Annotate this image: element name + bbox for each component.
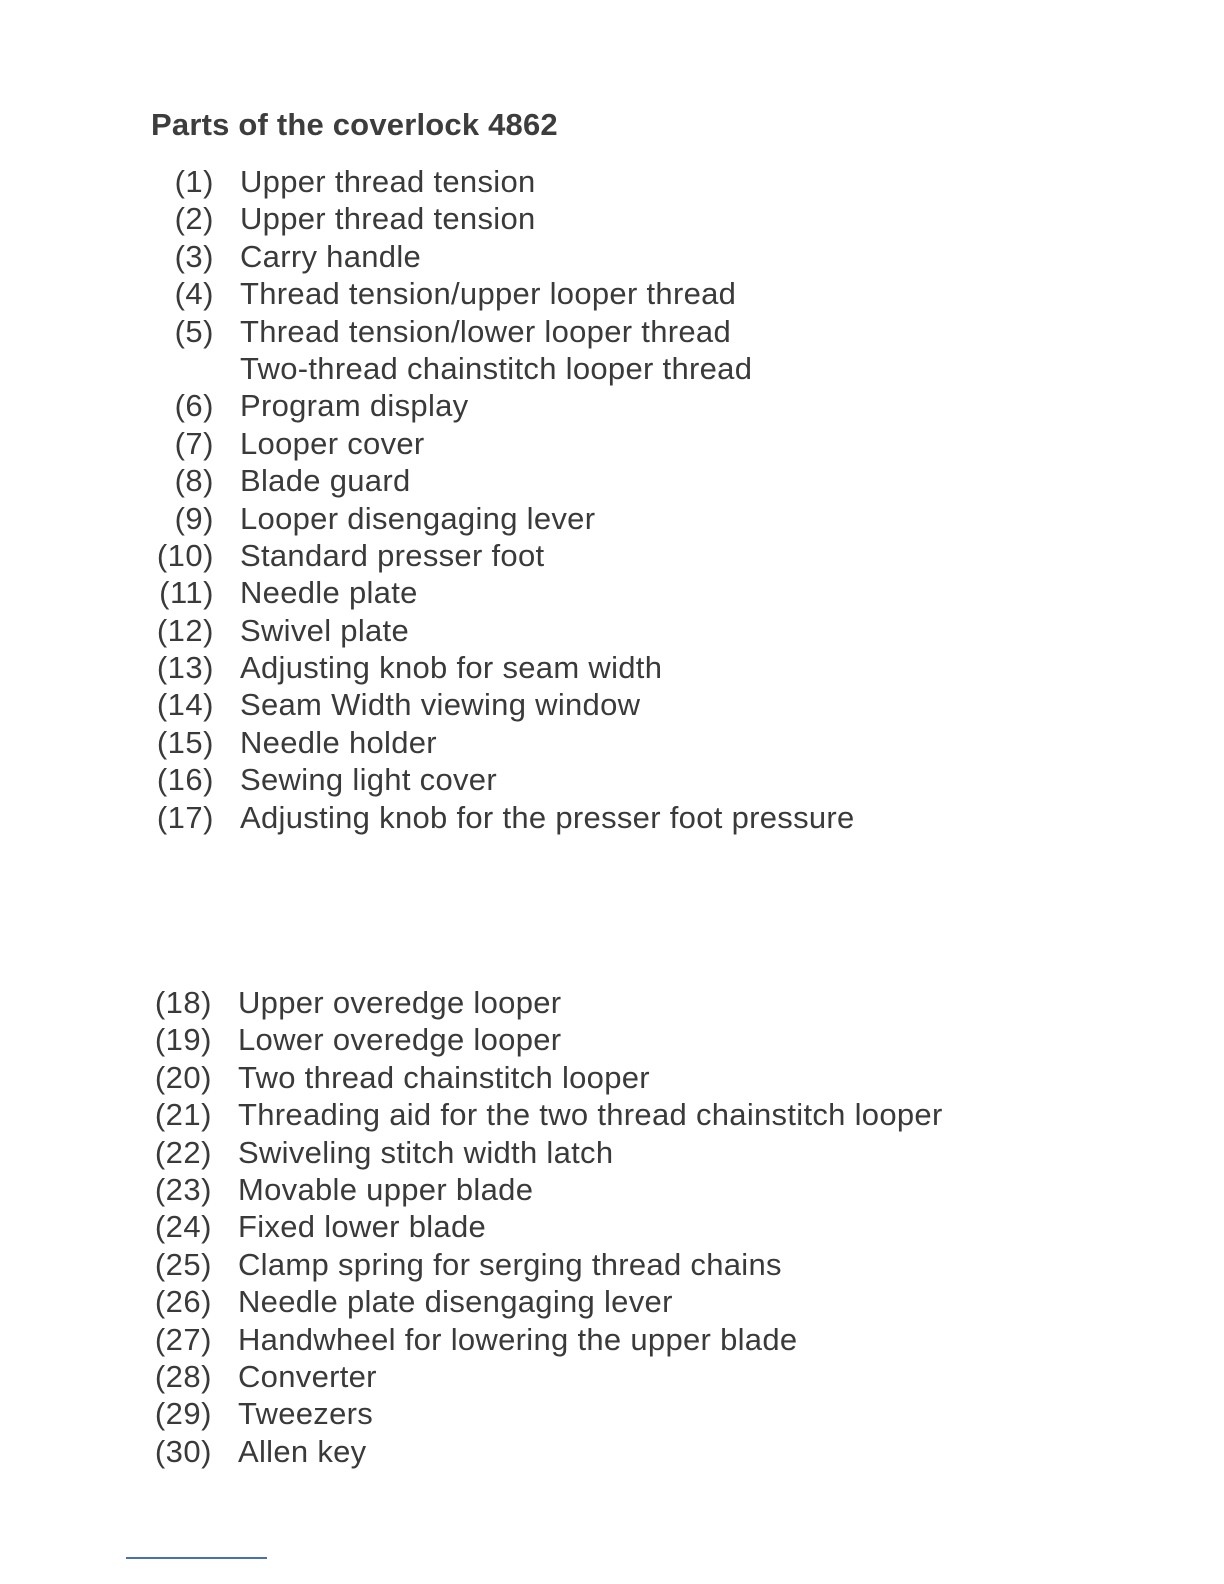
part-item (148, 1096, 943, 1133)
part-number: (18) (154, 985, 212, 1020)
part-item (148, 1021, 943, 1058)
footer-rule (126, 1557, 267, 1559)
part-item (148, 1134, 943, 1171)
part-name: Swiveling stitch width latch (238, 1134, 614, 1170)
part-name: Thread tension/upper looper thread (240, 276, 737, 312)
part-number: (8) (174, 463, 214, 499)
part-number: (9) (174, 500, 214, 536)
part-name: Converter (238, 1358, 377, 1394)
part-item (150, 200, 855, 237)
part-name: Clamp spring for serging thread chains (238, 1246, 782, 1282)
part-number: (21) (154, 1097, 212, 1133)
part-item (150, 799, 855, 836)
part-item (148, 1246, 943, 1283)
part-item (150, 462, 855, 499)
part-item (148, 1171, 943, 1208)
part-number: (16) (156, 762, 214, 798)
part-item (150, 686, 855, 723)
part-number: (7) (174, 425, 214, 461)
parts-list-second (148, 984, 943, 1470)
part-item (150, 163, 855, 200)
part-number: (2) (174, 201, 214, 237)
part-number: (10) (156, 537, 214, 573)
part-item (150, 649, 855, 686)
part-number: (15) (156, 724, 214, 760)
part-name: Lower overedge looper (238, 1022, 562, 1058)
part-number: (12) (156, 612, 214, 648)
part-item (148, 1433, 943, 1470)
part-number: (13) (156, 650, 214, 686)
part-name: Movable upper blade (238, 1171, 534, 1207)
part-number: (3) (174, 238, 214, 274)
part-number: (20) (154, 1059, 212, 1095)
part-item (150, 387, 855, 424)
part-item (148, 1059, 943, 1096)
parts-list-first (150, 163, 855, 836)
part-item (150, 238, 855, 275)
part-item (150, 425, 855, 462)
part-item (148, 1208, 943, 1245)
part-name: Handwheel for lowering the upper blade (238, 1321, 798, 1357)
part-name: Thread tension/lower looper thread (240, 313, 731, 349)
part-number: (29) (154, 1396, 212, 1432)
part-item (148, 1321, 943, 1358)
part-name: Seam Width viewing window (240, 687, 641, 723)
page-title: Parts of the coverlock 4862 (151, 106, 558, 142)
part-number: (17) (156, 799, 214, 835)
part-name: Needle plate (240, 575, 418, 611)
part-item (148, 984, 943, 1021)
part-number: (6) (174, 388, 214, 424)
part-name: Sewing light cover (240, 762, 497, 798)
part-number: (19) (154, 1022, 212, 1058)
part-item (148, 1358, 943, 1395)
part-item (148, 1395, 943, 1432)
part-item (148, 1283, 943, 1320)
part-name: Standard presser foot (240, 537, 545, 573)
part-number: (4) (174, 276, 214, 312)
part-item (150, 500, 855, 537)
part-name: Upper thread tension (240, 164, 536, 199)
part-item (150, 574, 855, 611)
part-name: Looper disengaging lever (240, 500, 596, 536)
part-number: (24) (154, 1209, 212, 1245)
part-number: (30) (154, 1433, 212, 1469)
part-name: Allen key (238, 1433, 367, 1469)
part-name: Blade guard (240, 463, 411, 499)
part-number: (23) (154, 1171, 212, 1207)
part-item (150, 537, 855, 574)
part-name-continuation: Two-thread chainstitch looper thread (240, 350, 753, 386)
part-item (150, 724, 855, 761)
part-name: Needle plate disengaging lever (238, 1284, 673, 1320)
part-name: Tweezers (238, 1396, 374, 1432)
part-number: (25) (154, 1246, 212, 1282)
part-item (150, 313, 855, 350)
part-name: Two thread chainstitch looper (238, 1059, 650, 1095)
part-name: Needle holder (240, 724, 437, 760)
part-name: Adjusting knob for seam width (240, 650, 663, 686)
part-item (150, 612, 855, 649)
part-number: (22) (154, 1134, 212, 1170)
part-number: (5) (174, 313, 214, 349)
part-name: Looper cover (240, 425, 425, 461)
part-name: Upper thread tension (240, 201, 536, 237)
part-item-continuation (150, 350, 855, 387)
part-item (150, 761, 855, 798)
part-number: (27) (154, 1321, 212, 1357)
part-name: Program display (240, 388, 469, 424)
part-name: Swivel plate (240, 612, 410, 648)
part-number: (11) (159, 575, 214, 611)
part-name: Fixed lower blade (238, 1209, 487, 1245)
part-number: (26) (154, 1284, 212, 1320)
part-name: Threading aid for the two thread chainstitch looper (238, 1097, 943, 1133)
part-name: Upper overedge looper (238, 985, 562, 1020)
part-number: (1) (174, 164, 214, 199)
part-number: (28) (154, 1358, 212, 1394)
part-item (150, 275, 855, 312)
part-number: (14) (156, 687, 214, 723)
part-name: Carry handle (240, 238, 422, 274)
part-name: Adjusting knob for the presser foot pressure (240, 799, 855, 835)
